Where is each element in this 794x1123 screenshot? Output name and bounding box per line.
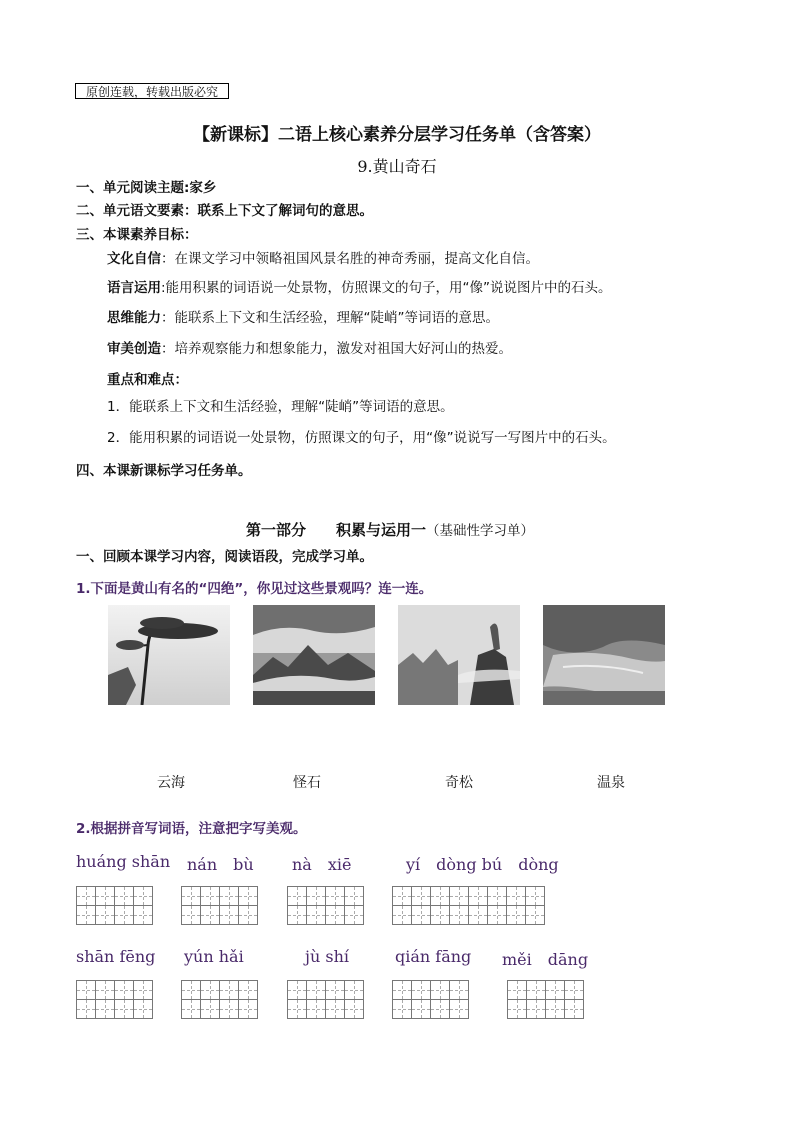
goal-culture-label: 文化自信 bbox=[107, 251, 161, 267]
question-2: 2.根据拼音写词语，注意把字写美观。 bbox=[76, 821, 307, 837]
key-points-heading: 重点和难点： bbox=[107, 372, 188, 388]
pine-photo bbox=[108, 605, 230, 705]
strange-rock-photo bbox=[398, 605, 520, 705]
writing-grid-2-5[interactable] bbox=[507, 980, 583, 1018]
worksheet-title: 【新课标】二语上核心素养分层学习任务单（含答案） bbox=[193, 125, 601, 145]
unit-theme: 一、单元阅读主题:家乡 bbox=[76, 180, 217, 196]
writing-grid-1-2[interactable] bbox=[181, 886, 257, 924]
goal-aesthetic-text: ：培养观察能力和想象能力，激发对祖国大好河山的热爱。 bbox=[161, 341, 512, 357]
writing-grid-1-1[interactable] bbox=[76, 886, 152, 924]
writing-grid-2-2[interactable] bbox=[181, 980, 257, 1018]
part1-heading-main: 第一部分 积累与运用一 bbox=[246, 521, 427, 539]
part1-heading bbox=[246, 519, 534, 540]
pinyin-1-2: nán bù bbox=[187, 855, 254, 874]
question-1: 1.下面是黄山有名的“四绝”，你见过这些景观吗？连一连。 bbox=[76, 581, 433, 597]
goal-culture bbox=[107, 250, 539, 268]
writing-grid-2-1[interactable] bbox=[76, 980, 152, 1018]
pinyin-1-4: yí dòng bú dòng bbox=[406, 855, 559, 874]
writing-grid-2-4[interactable] bbox=[392, 980, 468, 1018]
label-sea-of-clouds: 云海 bbox=[157, 775, 185, 791]
pinyin-2-5: měi dāng bbox=[502, 950, 589, 969]
goal-aesthetic-label: 审美创造 bbox=[107, 341, 161, 357]
part1-heading-note: （基础性学习单） bbox=[426, 523, 535, 539]
hot-spring-photo bbox=[543, 605, 665, 705]
review-instruction: 一、回顾本课学习内容，阅读语段，完成学习单。 bbox=[76, 549, 373, 565]
pinyin-1-1: huáng shān bbox=[76, 852, 171, 871]
pinyin-2-3: jù shí bbox=[305, 947, 349, 966]
goal-thinking-text: ：能联系上下文和生活经验，理解“陡峭”等词语的意思。 bbox=[161, 310, 499, 326]
writing-grid-1-3[interactable] bbox=[287, 886, 363, 924]
task-heading: 四、本课新课标学习任务单。 bbox=[76, 463, 252, 479]
lesson-title: 9.黄山奇石 bbox=[357, 157, 437, 176]
goal-language-text: :能用积累的词语说一处景物，仿照课文的句子，用“像”说说图片中的石头。 bbox=[161, 280, 612, 296]
goal-language bbox=[107, 279, 612, 297]
sea-of-clouds-photo bbox=[253, 605, 375, 705]
goal-thinking bbox=[107, 309, 499, 327]
goals-heading: 三、本课素养目标： bbox=[76, 227, 198, 243]
pinyin-2-2: yún hǎi bbox=[184, 947, 244, 966]
pinyin-2-1: shān fēng bbox=[76, 947, 156, 966]
goal-thinking-label: 思维能力 bbox=[107, 310, 161, 326]
copyright-notice: 原创连载，转载出版必究 bbox=[75, 83, 229, 99]
key-point-2: 2．能用积累的词语说一处景物，仿照课文的句子，用“像”说说写一写图片中的石头。 bbox=[107, 430, 616, 446]
label-strange-rock: 怪石 bbox=[293, 775, 321, 791]
label-odd-pine: 奇松 bbox=[445, 775, 473, 791]
writing-grid-1-4[interactable] bbox=[392, 886, 544, 924]
goal-culture-text: ：在课文学习中领略祖国风景名胜的神奇秀丽，提高文化自信。 bbox=[161, 251, 539, 267]
label-hot-spring: 温泉 bbox=[597, 775, 625, 791]
pinyin-2-4: qián fāng bbox=[395, 947, 472, 966]
goal-aesthetic bbox=[107, 340, 512, 358]
key-point-1: 1．能联系上下文和生活经验，理解“陡峭”等词语的意思。 bbox=[107, 399, 454, 415]
pinyin-1-3: nà xiē bbox=[292, 855, 352, 874]
goal-language-label: 语言运用 bbox=[107, 280, 161, 296]
unit-element: 二、单元语文要素：联系上下文了解词句的意思。 bbox=[76, 203, 373, 219]
writing-grid-2-3[interactable] bbox=[287, 980, 363, 1018]
